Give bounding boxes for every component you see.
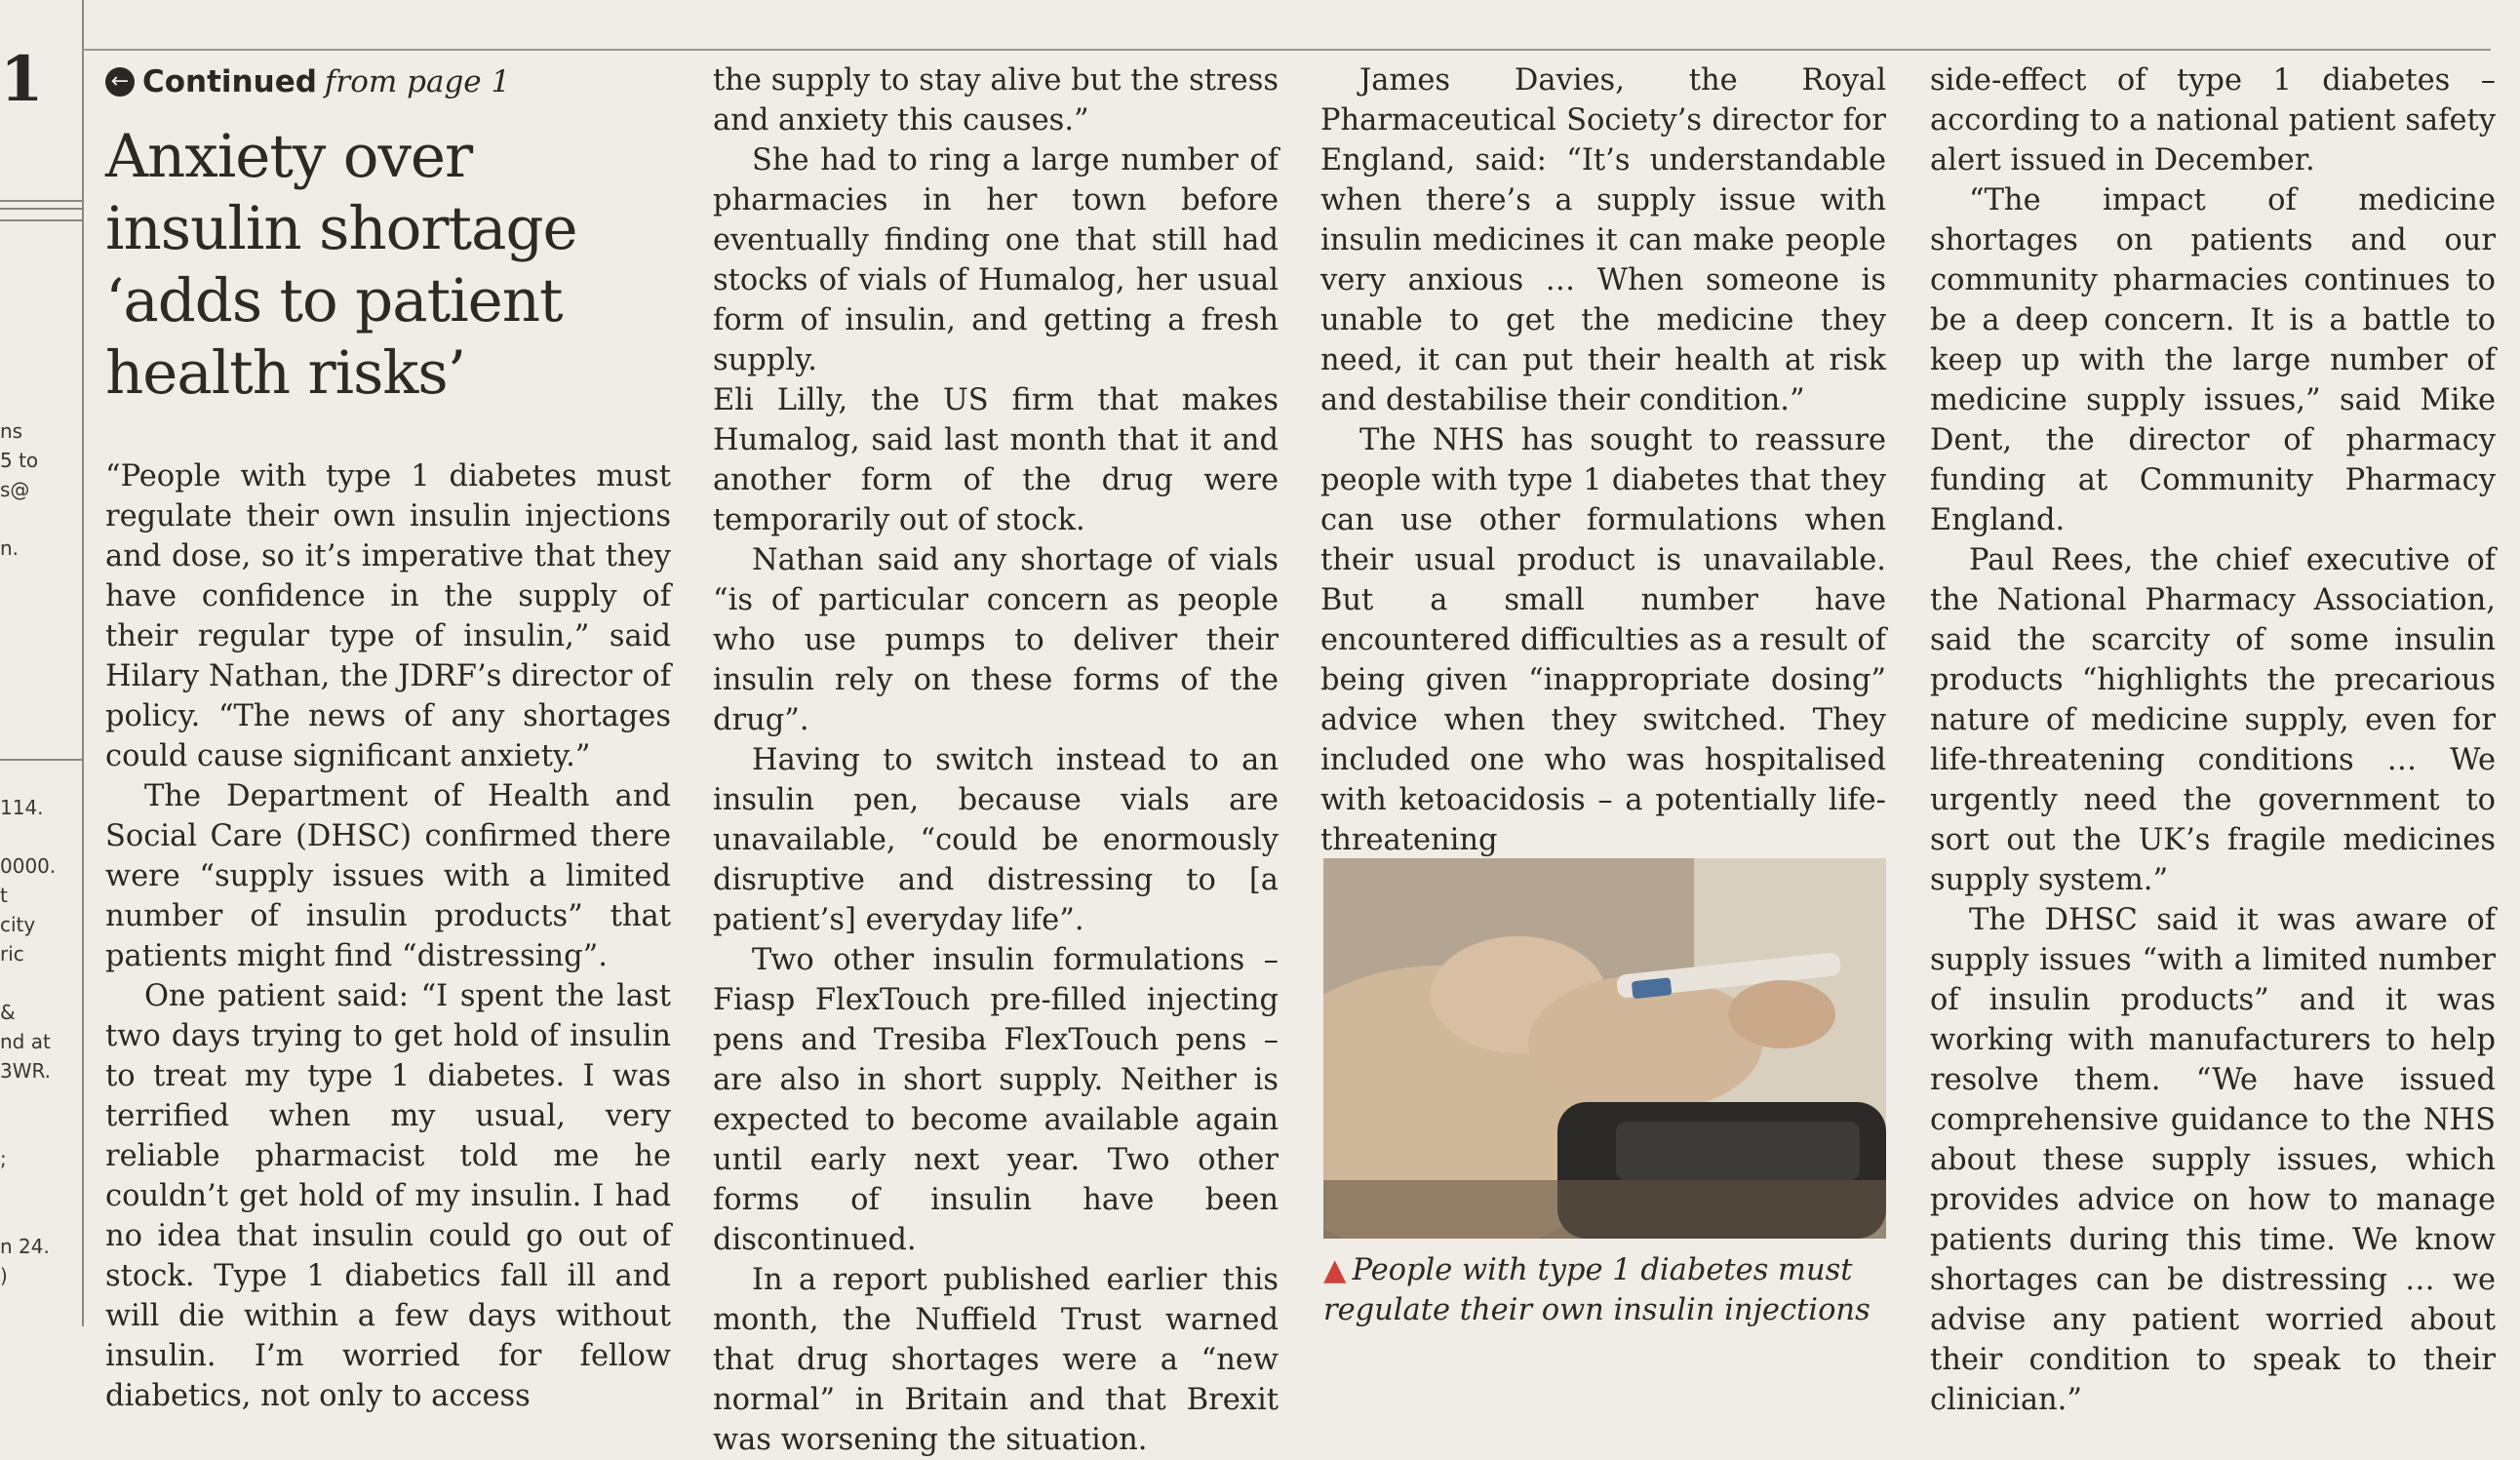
margin-rule [0, 208, 82, 210]
paragraph: Having to switch instead to an insulin pen, because vials are unavailable, “could be enormously disruptive and distressing to [a patient’s] everyday life”. [713, 743, 1279, 937]
paragraph: The NHS has sought to reassure people with type 1 diabetes that they can use other formulations when their usual product is unavailable. But a small number have encountered difficulties as a result of being given “inappropriate dosing” advice when they switched. They included one who was hospitalised with ketoacidosis – a potentially life-threatening [1320, 423, 1886, 857]
paragraph: She had to ring a large number of pharmacies in her town before eventually finding one that still had stocks of vials of Humalog, her usual form of insulin, and getting a fresh supply. [713, 143, 1279, 377]
paragraph: side-effect of type 1 diabetes – according to a national patient safety alert issued in December. [1930, 63, 2496, 178]
top-rule [82, 49, 2491, 51]
margin-rule [0, 219, 82, 221]
margin-text: 5 to [0, 449, 39, 472]
margin-text: 0000. [0, 854, 57, 878]
margin-text: t [0, 884, 8, 907]
paragraph: “The impact of medicine shortages on patients and our community pharmacies continues to be a deep concern. It is a battle to keep up with the large number of medicine supply issues,” said Mike Dent, the director of pharmacy funding at Community Pharmacy England. [1930, 183, 2496, 537]
margin-text: nd at [0, 1030, 51, 1053]
paragraph: Eli Lilly, the US firm that makes Humalog, said last month that it and another form of the drug were temporarily out of stock. [713, 383, 1279, 537]
continued-label: Continued [142, 64, 317, 99]
article-column-2 [713, 60, 1279, 1460]
margin-text: city [0, 913, 36, 936]
paragraph: James Davies, the Royal Pharmaceutical Society’s director for England, said: “It’s understandable when there’s a supply issue with insulin medicines it can make people very anxious … When someone is unable to get the medicine they need, it can put their health at risk and destabilise their condition.” [1320, 63, 1886, 417]
margin-text: 3WR. [0, 1059, 52, 1083]
triangle-marker-icon: ▲ [1323, 1253, 1347, 1287]
margin-text: ns [0, 419, 23, 443]
left-margin-fragment [0, 0, 84, 1326]
paragraph: The Department of Health and Social Care (DHSC) confirmed there were “supply issues with a limited number of insulin products” that patients might find “distressing”. [105, 779, 671, 973]
article-column-4 [1930, 60, 2496, 1420]
caption-text: People with type 1 diabetes must regulate their own insulin injections [1323, 1253, 1870, 1327]
margin-text: ric [0, 942, 24, 966]
margin-big-char: 1 [0, 43, 44, 116]
article-photo [1323, 858, 1886, 1239]
paragraph: The DHSC said it was aware of supply issues “with a limited number of insulin products” and it was working with manufacturers to help resolve them. “We have issued comprehensive guidance to the NHS about these supply issues, which provides advice on how to manage patients during this time. We know shortages can be distressing … we advise any patient worried about their condition to speak to their clinician.” [1930, 903, 2496, 1417]
margin-text: s@ [0, 478, 30, 501]
margin-text: ) [0, 1264, 8, 1287]
margin-rule [0, 759, 82, 761]
margin-rule [0, 200, 82, 202]
paragraph: “People with type 1 diabetes must regulate their own insulin injections and dose, so it’s imperative that they have confidence in the supply of their regular type of insulin,” said Hilary Nathan, the JDRF’s director of policy. “The news of any shortages could cause significant anxiety.” [105, 459, 671, 773]
article-column-1 [105, 60, 671, 1416]
arrow-left-icon: ← [105, 67, 135, 97]
paragraph: Nathan said any shortage of vials “is of particular concern as people who use pumps to deliver their insulin rely on these forms of the drug”. [713, 543, 1279, 737]
paragraph: One patient said: “I spent the last two days trying to get hold of insulin to treat my type 1 diabetes. I was terrified when my usual, very reliable pharmacist told me he couldn’t get hold of my insulin. I had no idea that insulin could go out of stock. Type 1 diabetics fall ill and will die within a few days without insulin. I’m worried for fellow diabetics, not only to access [105, 979, 671, 1413]
margin-text: n 24. [0, 1235, 50, 1258]
article-column-3 [1320, 60, 1886, 860]
continued-line [105, 60, 671, 103]
margin-text: 114. [0, 796, 44, 819]
paragraph: Paul Rees, the chief executive of the National Pharmacy Association, said the scarcity of some insulin products “highlights the precarious nature of medicine supply, even for life-threatening conditions … We urgently need the government to sort out the UK’s fragile medicines supply system.” [1930, 543, 2496, 897]
insulin-pen-photo [1323, 858, 1886, 1239]
continued-from: from page 1 [324, 64, 511, 99]
paragraph: Two other insulin formulations – Fiasp FlexTouch pre-filled injecting pens and Tresiba FlexTouch pens – are also in short supply. Neither is expected to become available again until early next year. Two other forms of insulin have been discontinued. [713, 943, 1279, 1257]
margin-text: ; [0, 1147, 7, 1170]
paragraph: In a report published earlier this month, the Nuffield Trust warned that drug shortages were a “new normal” in Britain and that Brexit was worsening the situation. [713, 1263, 1279, 1457]
margin-text: & [0, 1001, 16, 1024]
paragraph: the supply to stay alive but the stress and anxiety this causes.” [713, 63, 1279, 138]
headline: Anxiety over insulin shortage ‘adds to patient health risks’ [105, 122, 577, 408]
margin-text: n. [0, 536, 20, 560]
photo-caption [1323, 1250, 1889, 1330]
